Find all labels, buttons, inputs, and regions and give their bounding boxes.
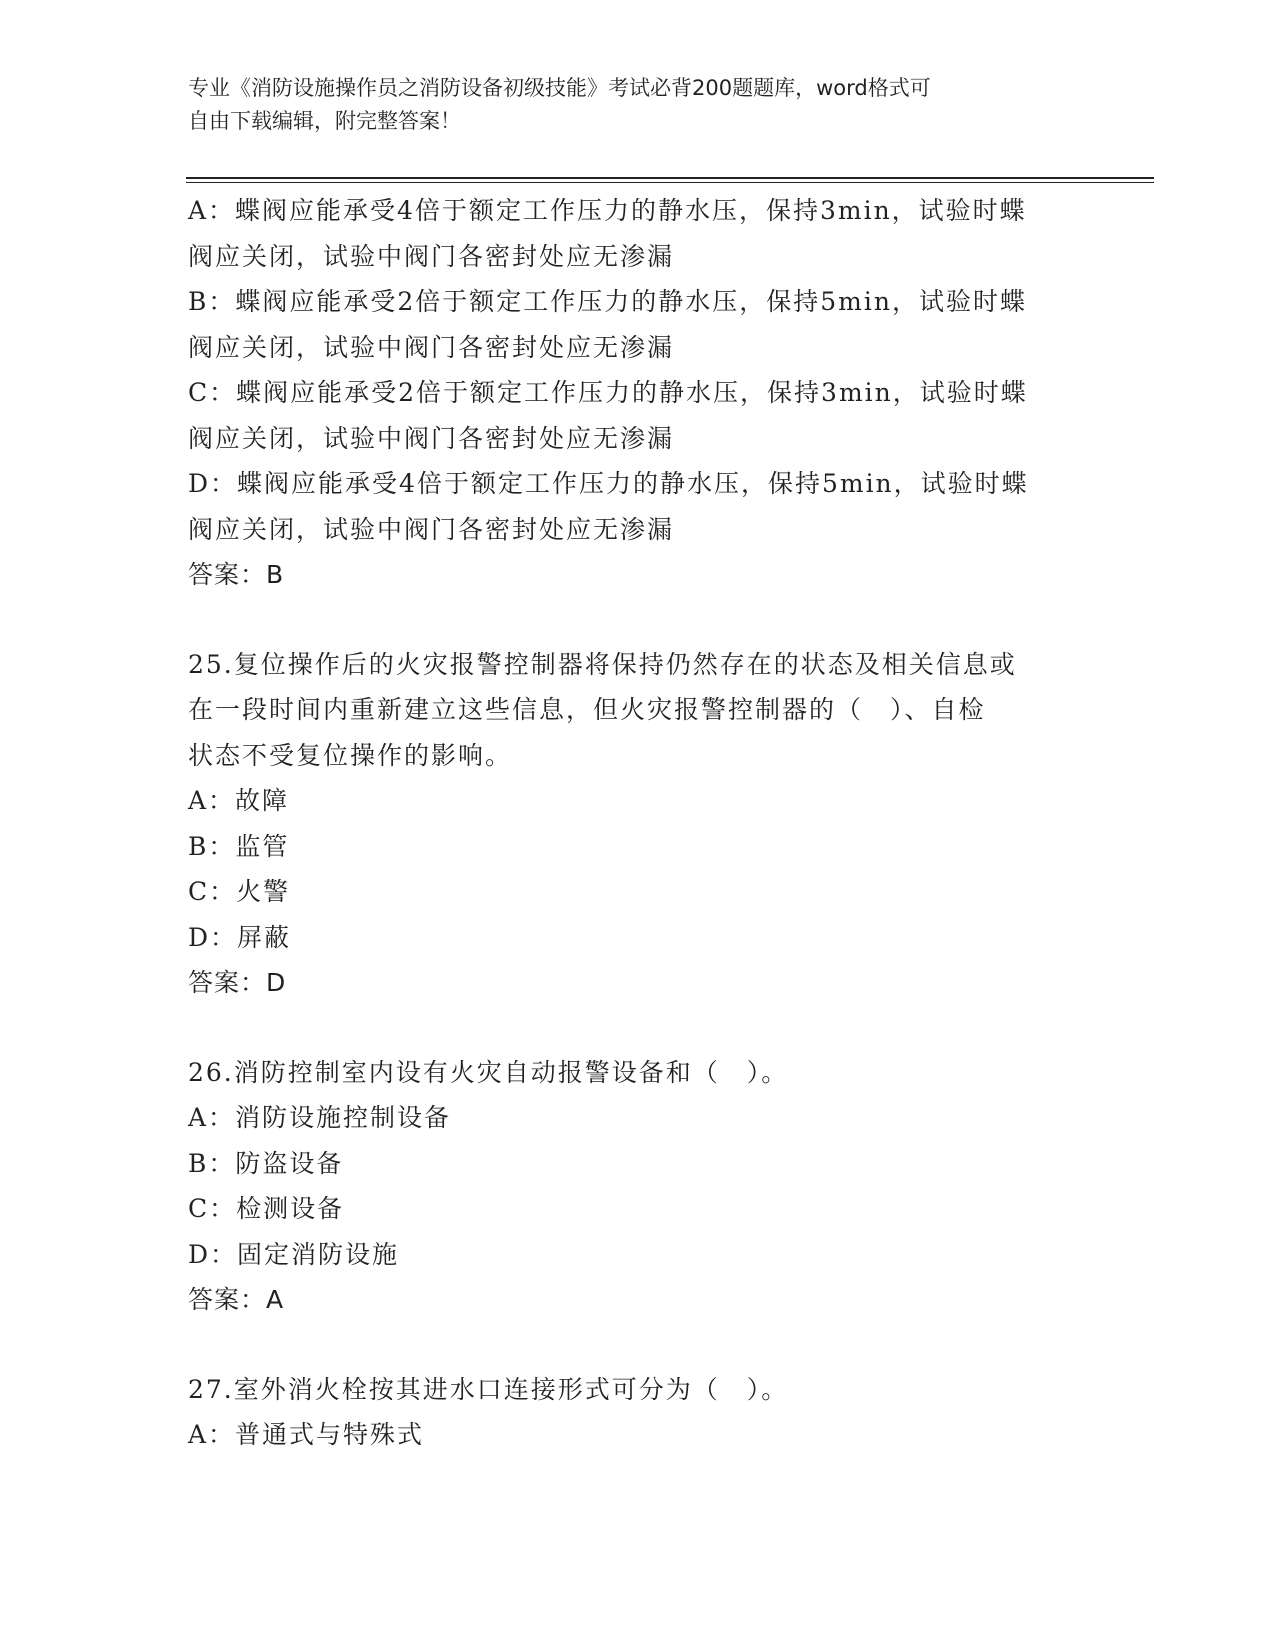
question-stem-line-1: 26.消防控制室内设有火灾自动报警设备和（ ）。 bbox=[188, 1057, 789, 1087]
question-27 bbox=[188, 1367, 1088, 1458]
option-c-line-1: C：蝶阀应能承受2倍于额定工作压力的静水压，保持3min，试验时蝶 bbox=[188, 378, 1028, 407]
question-content bbox=[188, 188, 1088, 1458]
spacer bbox=[188, 1323, 1088, 1367]
option-d-line-2: 阀应关闭，试验中阀门各密封处应无渗漏 bbox=[188, 514, 675, 544]
question-stem-line-1: 25.复位操作后的火灾报警控制器将保持仍然存在的状态及相关信息或 bbox=[188, 649, 1017, 679]
option-b: B：防盗设备 bbox=[188, 1148, 344, 1178]
option-d: D：固定消防设施 bbox=[188, 1239, 400, 1269]
question-26 bbox=[188, 1050, 1088, 1323]
option-c: C：检测设备 bbox=[188, 1194, 345, 1223]
spacer bbox=[188, 598, 1088, 642]
option-a: A：消防设施控制设备 bbox=[188, 1103, 452, 1132]
header-divider bbox=[186, 177, 1154, 183]
option-b: B：监管 bbox=[188, 831, 290, 861]
header-line-2: 自由下载编辑，附完整答案！ bbox=[188, 109, 461, 133]
question-24 bbox=[188, 188, 1088, 598]
option-b-line-1: B：蝶阀应能承受2倍于额定工作压力的静水压，保持5min，试验时蝶 bbox=[188, 287, 1027, 316]
option-a-line-2: 阀应关闭，试验中阀门各密封处应无渗漏 bbox=[188, 241, 675, 271]
document-header bbox=[188, 72, 1068, 138]
spacer bbox=[188, 1006, 1088, 1050]
option-a-line-1: A：蝶阀应能承受4倍于额定工作压力的静水压，保持3min，试验时蝶 bbox=[188, 196, 1027, 225]
option-c: C：火警 bbox=[188, 877, 291, 906]
option-b-line-2: 阀应关闭，试验中阀门各密封处应无渗漏 bbox=[188, 332, 675, 362]
answer: 答案：A bbox=[188, 1285, 285, 1314]
option-d-line-1: D：蝶阀应能承受4倍于额定工作压力的静水压，保持5min，试验时蝶 bbox=[188, 469, 1029, 498]
option-c-line-2: 阀应关闭，试验中阀门各密封处应无渗漏 bbox=[188, 423, 675, 453]
option-a: A：故障 bbox=[188, 786, 290, 815]
question-25 bbox=[188, 642, 1088, 1006]
option-a: A：普通式与特殊式 bbox=[188, 1420, 425, 1449]
answer: 答案：D bbox=[188, 968, 287, 997]
question-stem-line-1: 27.室外消火栓按其进水口连接形式可分为（ ）。 bbox=[188, 1374, 789, 1404]
header-line-1: 专业《消防设施操作员之消防设备初级技能》考试必背200题题库，word格式可 bbox=[188, 76, 931, 100]
answer: 答案：B bbox=[188, 560, 285, 589]
option-d: D：屏蔽 bbox=[188, 922, 292, 952]
question-stem-line-2: 在一段时间内重新建立这些信息，但火灾报警控制器的（ ）、自检 bbox=[188, 695, 986, 724]
question-stem-line-3: 状态不受复位操作的影响。 bbox=[188, 740, 513, 770]
